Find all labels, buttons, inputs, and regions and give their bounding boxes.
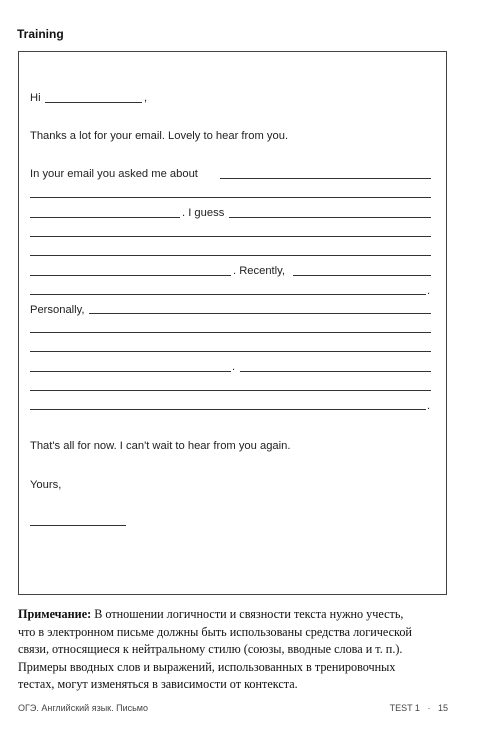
blank-line-asked[interactable] xyxy=(220,178,431,179)
blank-line-name[interactable] xyxy=(45,102,142,103)
closing-text: That's all for now. I can't wait to hear from you again. xyxy=(30,440,291,452)
note-line: что в электронном письме должны быть использованы средства логической xyxy=(18,624,412,639)
blank-line[interactable] xyxy=(30,332,431,333)
greeting-comma: , xyxy=(144,92,148,104)
sign-off-text: Yours, xyxy=(30,479,62,491)
note-label: Примечание: xyxy=(18,607,92,621)
note-line: тестах, могут изменяться в зависимости от контекста. xyxy=(18,677,298,691)
period-mark: . xyxy=(427,285,431,297)
footer-page-info xyxy=(390,703,448,713)
note-line: связи, относящиеся к нейтральному стилю (союзы, вводные слова и т. п.). xyxy=(18,642,403,656)
blank-line[interactable] xyxy=(30,390,431,391)
period-mark: . xyxy=(232,361,236,373)
blank-line[interactable] xyxy=(229,217,431,218)
blank-line[interactable] xyxy=(30,217,180,218)
page-heading: Training xyxy=(17,27,64,41)
footer-test-label: TEST 1 xyxy=(389,703,420,713)
blank-line[interactable] xyxy=(30,371,231,372)
greeting-text: Hi xyxy=(30,92,41,104)
period-mark: . xyxy=(427,400,431,412)
blank-line-signature[interactable] xyxy=(30,525,126,526)
personally-text: Personally, xyxy=(30,304,85,316)
note-line: Примеры вводных слов и выражений, использованных в тренировочных xyxy=(18,659,396,674)
footer-separator: · xyxy=(427,703,431,713)
blank-line[interactable] xyxy=(30,236,431,237)
page-number: 15 xyxy=(437,703,448,713)
blank-line[interactable] xyxy=(30,255,431,256)
blank-line[interactable] xyxy=(30,197,431,198)
note-line: В отношении логичности и связности текста нужно учесть, xyxy=(91,607,404,621)
blank-line[interactable] xyxy=(30,294,426,295)
blank-line[interactable] xyxy=(240,371,431,372)
blank-line[interactable] xyxy=(30,409,426,410)
note-block xyxy=(18,606,458,694)
footer-title: ОГЭ. Английский язык. Письмо xyxy=(18,703,148,713)
thanks-text: Thanks a lot for your email. Lovely to hear from you. xyxy=(30,130,289,142)
blank-line[interactable] xyxy=(30,275,231,276)
recently-text: . Recently, xyxy=(233,265,286,277)
blank-line[interactable] xyxy=(30,351,431,352)
guess-text: . I guess xyxy=(182,207,225,219)
asked-text: In your email you asked me about xyxy=(30,168,198,180)
blank-line[interactable] xyxy=(293,275,431,276)
blank-line[interactable] xyxy=(89,313,431,314)
